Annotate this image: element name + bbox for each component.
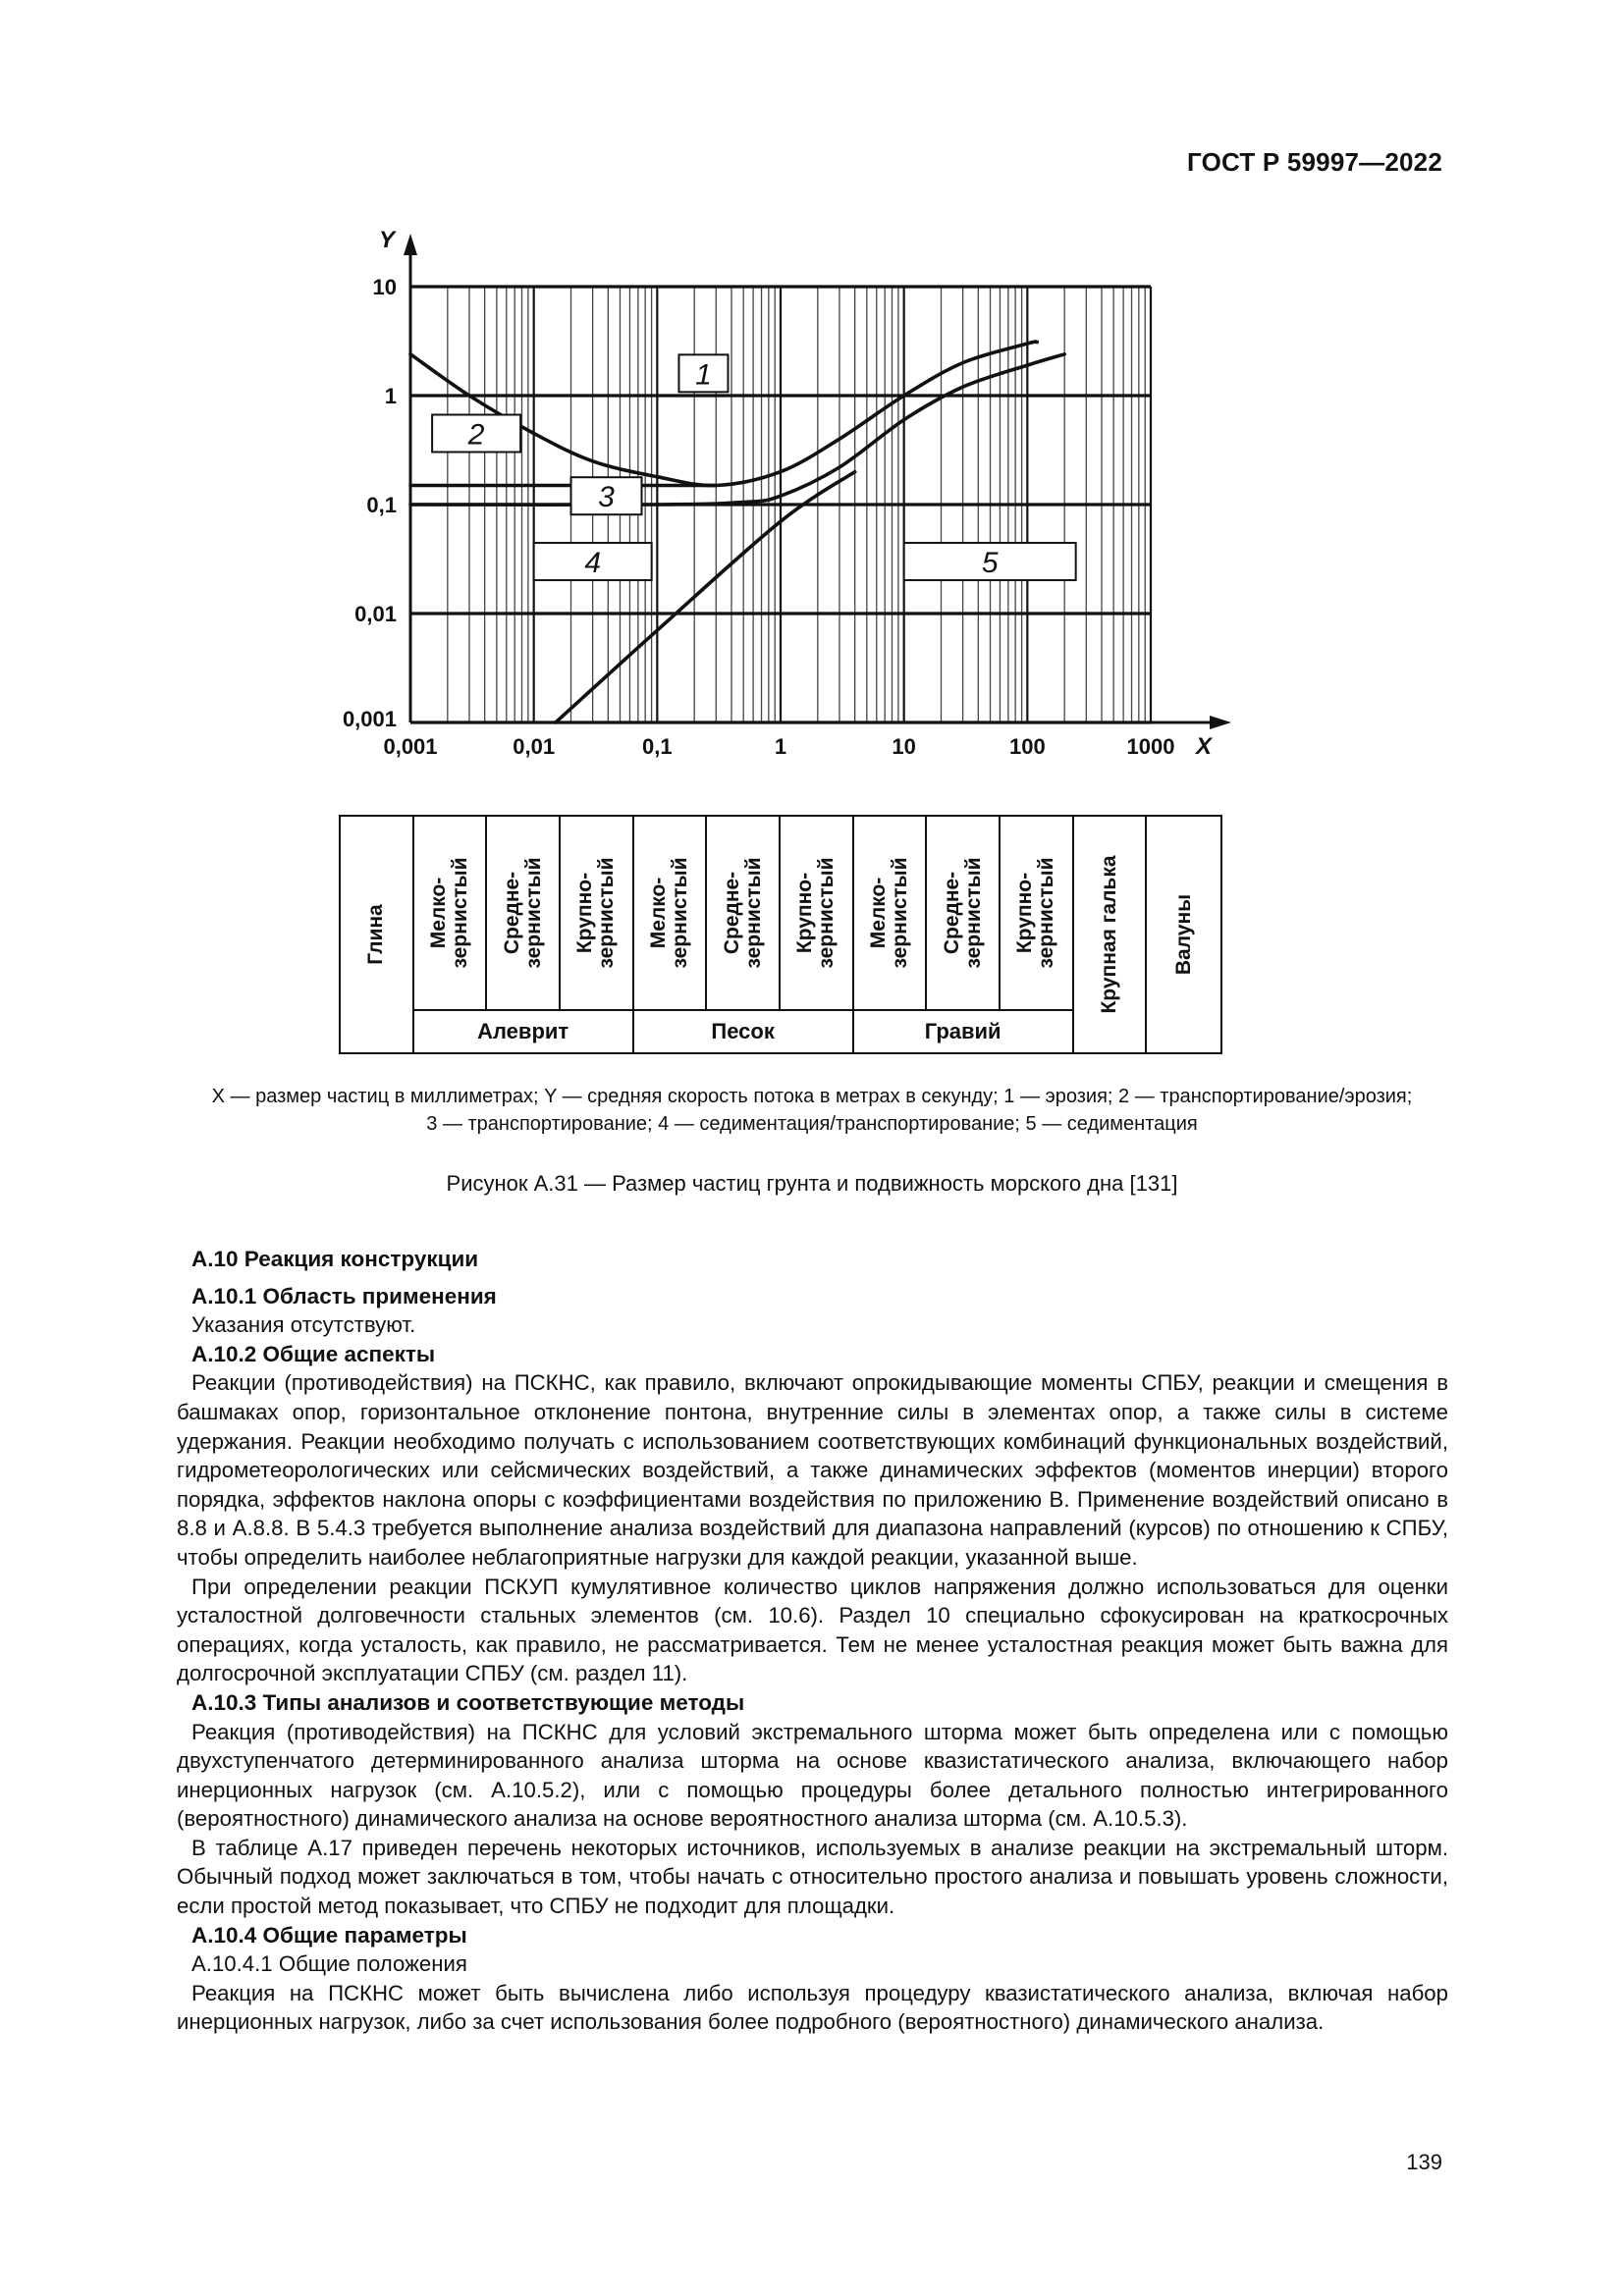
- soil-classification-table: [339, 815, 1222, 1054]
- paragraph-a102-1: Реакции (противодействия) на ПСКНС, как правило, включают опрокидывающие моменты СПБУ, реакции и смещения в башмаках опор, горизонтальное отклонение понтона, внутренние силы в элементах опор, а также силы в системе удержания. Реакции необходимо получать с использованием соответствующих комбинаций функциональных воздействий, гидрометеорологических или сейсмических воздействий, а также динамических эффектов (моментов инерции) второго порядка, эффектов наклона опоры с коэффициентами воздействия по приложению В. Применение воздействий описано в 8.8 и А.8.8. В 5.4.3 требуется выполнение анализа воздействий для диапазона направлений (курсов) по отношению к СПБУ, чтобы определить наиболее неблагоприятные нагрузки для каждой реакции, указанной выше.: [177, 1370, 1448, 1570]
- y-tick-label: 10: [372, 275, 397, 299]
- zone-number: 4: [584, 547, 602, 580]
- body-text: [177, 1245, 1448, 2037]
- table-column-7: [781, 817, 854, 1011]
- zone-label-2: [432, 414, 520, 452]
- paragraph-a102-2: При определении реакции ПСКУП кумулятивное количество циклов напряжения должно использоваться для оценки усталостной долговечности стальных элементов (см. 10.6). Раздел 10 специально сфокусирован на краткосрочных операциях, когда усталость, как правило, не рассматривается. Тем не менее усталостная реакция может быть важна для долгосрочной эксплуатации СПБУ (см. раздел 11).: [177, 1574, 1448, 1686]
- table-column-9: [927, 817, 1001, 1011]
- table-column-label: Глина: [364, 904, 388, 965]
- x-tick-label: 1: [774, 734, 787, 759]
- paragraph-a103-1: Реакция (противодействия) на ПСКНС для условий экстремального шторма может быть определена или с помощью двухступенчатого детерминированного анализа шторма на основе квазистатического анализа, включающего набор инерционных нагрузок (см. А.10.5.2), или с помощью процедуры более детального полностью интегрированного (вероятностного) динамического анализа на основе вероятностного анализа шторма (см. А.10.5.3).: [177, 1719, 1448, 1832]
- subheading-a1041: А.10.4.1 Общие положения: [191, 1951, 467, 1977]
- table-column-label: Средне- зернистый: [940, 857, 985, 969]
- table-column-8: [854, 817, 928, 1011]
- heading-a102: А.10.2 Общие аспекты: [191, 1341, 436, 1366]
- y-tick-label: 0,1: [366, 493, 397, 517]
- y-tick-label: 1: [384, 384, 397, 408]
- table-column-5: [634, 817, 708, 1011]
- x-tick-label: 1000: [1126, 734, 1175, 759]
- table-column-11: [1074, 817, 1148, 1052]
- y-axis-label: Y: [379, 227, 396, 253]
- table-column-label: Мелко- зернистый: [426, 857, 471, 969]
- x-tick-label: 0,01: [513, 734, 556, 759]
- table-column-12: [1147, 817, 1220, 1052]
- x-tick-label: 100: [1008, 734, 1046, 759]
- zone-label-4: [534, 543, 652, 580]
- y-axis: [379, 227, 417, 722]
- heading-a103: А.10.3 Типы анализов и соответствующие методы: [191, 1689, 745, 1715]
- table-column-2: [414, 817, 488, 1011]
- table-column-label: Мелко- зернистый: [646, 857, 691, 969]
- figure-legend: [98, 1083, 1526, 1138]
- zone-number: 2: [467, 418, 485, 452]
- table-group-label: Песок: [634, 1011, 854, 1052]
- y-tick-label: 0,01: [354, 602, 397, 626]
- table-column-label: Крупная галька: [1097, 855, 1120, 1014]
- x-axis-label: X: [1196, 733, 1213, 760]
- table-column-label: Крупно- зернистый: [793, 857, 839, 969]
- x-tick-label: 0,001: [383, 734, 438, 759]
- figure-caption: Рисунок А.31 — Размер частиц грунта и подвижность морского дна [131]: [446, 1171, 1178, 1196]
- table-column-label: Мелко- зернистый: [866, 857, 911, 969]
- x-tick-label: 10: [892, 734, 916, 759]
- table-column-label: Средне- зернистый: [720, 857, 765, 969]
- table-column-6: [707, 817, 781, 1011]
- zone-label-3: [570, 477, 641, 514]
- heading-a104: А.10.4 Общие параметры: [191, 1922, 467, 1948]
- heading-a101: А.10.1 Область применения: [191, 1283, 497, 1308]
- zone-label-1: [678, 354, 728, 392]
- table-column-label: Крупно- зернистый: [573, 857, 619, 969]
- table-column-label: Средне- зернистый: [500, 857, 545, 969]
- legend-line-1: X — размер частиц в миллиметрах; Y — средняя скорость потока в метрах в секунду; 1 — эрозия; 2 — транспортирование/эрозия;: [211, 1086, 1413, 1107]
- table-group-label: Гравий: [854, 1011, 1074, 1052]
- y-tick-label: 0,001: [342, 707, 397, 731]
- heading-a10: А.10 Реакция конструкции: [191, 1247, 479, 1271]
- zone-number: 5: [981, 547, 999, 580]
- particle-size-chart: [342, 224, 1237, 774]
- table-column-4: [561, 817, 634, 1011]
- table-column-1: [341, 817, 414, 1052]
- table-group-label: Алеврит: [414, 1011, 634, 1052]
- table-column-label: Крупно- зернистый: [1013, 857, 1058, 969]
- zone-label-5: [904, 543, 1076, 580]
- zone-number: 1: [695, 358, 712, 392]
- paragraph-a103-2: В таблице А.17 приведен перечень некоторых источников, используемых в анализе реакции на экстремальный шторм. Обычный подход может заключаться в том, чтобы начать с относительно простого анализа и повышать уровень сложности, если простой метод показывает, что СПБУ не подходит для площадки.: [177, 1835, 1448, 1919]
- chart-curves: [410, 342, 1064, 722]
- legend-line-2: 3 — транспортирование; 4 — седиментация/транспортирование; 5 — седиментация: [426, 1113, 1198, 1135]
- zone-number: 3: [598, 481, 615, 514]
- document-header: ГОСТ Р 59997—2022: [1187, 147, 1442, 177]
- table-column-10: [1001, 817, 1074, 1011]
- paragraph-a101: Указания отсутствуют.: [191, 1312, 416, 1338]
- x-axis-arrowhead: [1210, 716, 1231, 729]
- y-axis-arrowhead: [404, 234, 417, 255]
- chart-tick-labels: [343, 275, 1175, 759]
- table-column-3: [487, 817, 561, 1011]
- paragraph-a1041: Реакция на ПСКНС может быть вычислена либо используя процедуру квазистатического анализа, включая набор инерционных нагрузок, либо за счет использования более подробного (вероятностного) динамического анализа.: [177, 1980, 1448, 2035]
- table-column-label: Валуны: [1171, 893, 1195, 976]
- x-tick-label: 0,1: [642, 734, 673, 759]
- page-number: 139: [1406, 2150, 1442, 2174]
